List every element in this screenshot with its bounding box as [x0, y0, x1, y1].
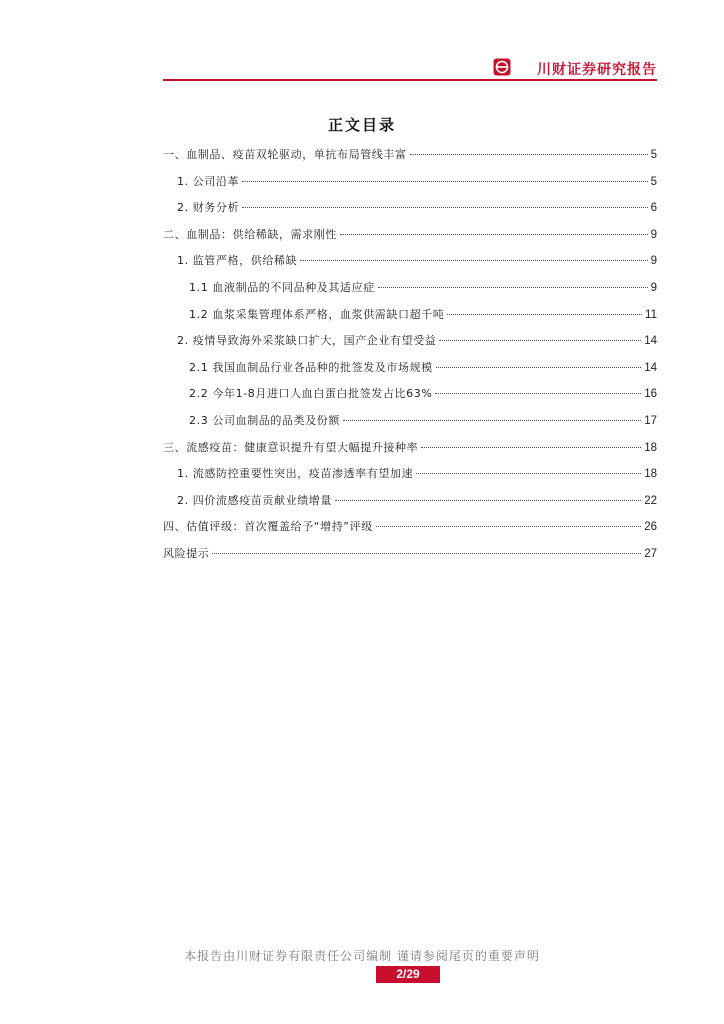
toc-entry-page: 18 [644, 468, 657, 481]
toc-entry-label: 2.3 公司血制品的品类及份额 [189, 413, 340, 427]
toc-dot-leader [447, 314, 642, 315]
toc-entry[interactable] [163, 488, 657, 515]
toc-entry-page: 11 [645, 308, 657, 321]
toc-entry[interactable] [163, 302, 657, 329]
toc-entry-page: 5 [650, 175, 657, 188]
toc-entry-page: 9 [650, 228, 657, 241]
toc-entry-label: 四、估值评级：首次覆盖给予“增持”评级 [163, 520, 373, 534]
header-rule [163, 79, 657, 81]
toc-dot-leader [242, 181, 647, 182]
toc-dot-leader [435, 393, 641, 394]
company-logo-icon [493, 58, 511, 76]
toc-dot-leader [340, 234, 648, 235]
toc-entry[interactable] [163, 328, 657, 355]
toc-dot-leader [378, 287, 648, 288]
toc-dot-leader [343, 420, 641, 421]
toc-dot-leader [416, 473, 641, 474]
toc-dot-leader [421, 447, 641, 448]
toc-entry-page: 6 [650, 202, 657, 215]
toc-entry[interactable] [163, 435, 657, 462]
toc-entry-page: 22 [644, 494, 657, 507]
toc-entry[interactable] [163, 541, 657, 568]
toc-entry-page: 5 [650, 149, 657, 161]
toc-entry-page: 14 [644, 335, 657, 348]
toc-entry-page: 14 [644, 361, 657, 374]
toc-entry[interactable] [163, 222, 657, 249]
toc-entry[interactable] [163, 408, 657, 435]
toc-entry[interactable] [163, 461, 657, 488]
toc-dot-leader [212, 553, 641, 554]
toc-entry-page: 17 [644, 414, 657, 427]
table-of-contents [163, 142, 657, 568]
toc-entry-page: 9 [650, 255, 657, 268]
toc-dot-leader [436, 367, 641, 368]
toc-entry-label: 1. 监管严格，供给稀缺 [177, 254, 298, 268]
toc-entry-page: 27 [644, 547, 657, 560]
toc-entry[interactable] [163, 355, 657, 382]
toc-entry-label: 风险提示 [163, 546, 210, 560]
toc-entry-label: 三、流感疫苗：健康意识提升有望大幅提升接种率 [163, 440, 419, 454]
page-number-badge: 2/29 [376, 966, 440, 983]
toc-entry-page: 9 [650, 281, 657, 294]
toc-entry-label: 1.1 血液制品的不同品种及其适应症 [189, 280, 375, 294]
toc-entry-page: 18 [644, 441, 657, 454]
toc-entry[interactable] [163, 169, 657, 196]
toc-entry[interactable] [163, 514, 657, 541]
toc-entry[interactable] [163, 142, 657, 169]
toc-entry[interactable] [163, 381, 657, 408]
toc-entry-label: 1.2 血浆采集管理体系严格，血浆供需缺口超千吨 [189, 307, 445, 321]
toc-entry-label: 2. 四价流感疫苗贡献业绩增量 [177, 493, 332, 507]
toc-entry[interactable] [163, 248, 657, 275]
toc-entry-label: 2. 疫情导致海外采浆缺口扩大，国产企业有望受益 [177, 334, 437, 348]
page-title: 正文目录 [327, 116, 396, 134]
toc-entry[interactable] [163, 275, 657, 302]
footer-disclaimer: 本报告由川财证券有限责任公司编制 谨请参阅尾页的重要声明 [184, 949, 540, 963]
toc-entry-page: 16 [644, 388, 657, 401]
toc-entry-label: 2.2 今年1-8月进口人血白蛋白批签发占比63% [189, 387, 433, 401]
toc-entry-label: 1. 公司沿革 [177, 174, 240, 188]
toc-dot-leader [300, 260, 647, 261]
toc-dot-leader [410, 154, 648, 155]
toc-entry-label: 1. 流感防控重要性突出，疫苗渗透率有望加速 [177, 467, 414, 481]
toc-dot-leader [376, 526, 641, 527]
toc-dot-leader [335, 500, 641, 501]
brand-name: 川财证券研究报告 [537, 62, 657, 78]
toc-entry-label: 一、血制品、疫苗双轮驱动，单抗布局管线丰富 [163, 148, 407, 161]
toc-dot-leader [439, 340, 641, 341]
toc-entry[interactable] [163, 195, 657, 222]
toc-dot-leader [242, 207, 647, 208]
toc-entry-page: 26 [644, 521, 657, 534]
toc-entry-label: 2.1 我国血制品行业各品种的批签发及市场规模 [189, 360, 433, 374]
toc-entry-label: 2. 财务分析 [177, 201, 240, 215]
toc-entry-label: 二、血制品：供给稀缺，需求刚性 [163, 227, 337, 241]
